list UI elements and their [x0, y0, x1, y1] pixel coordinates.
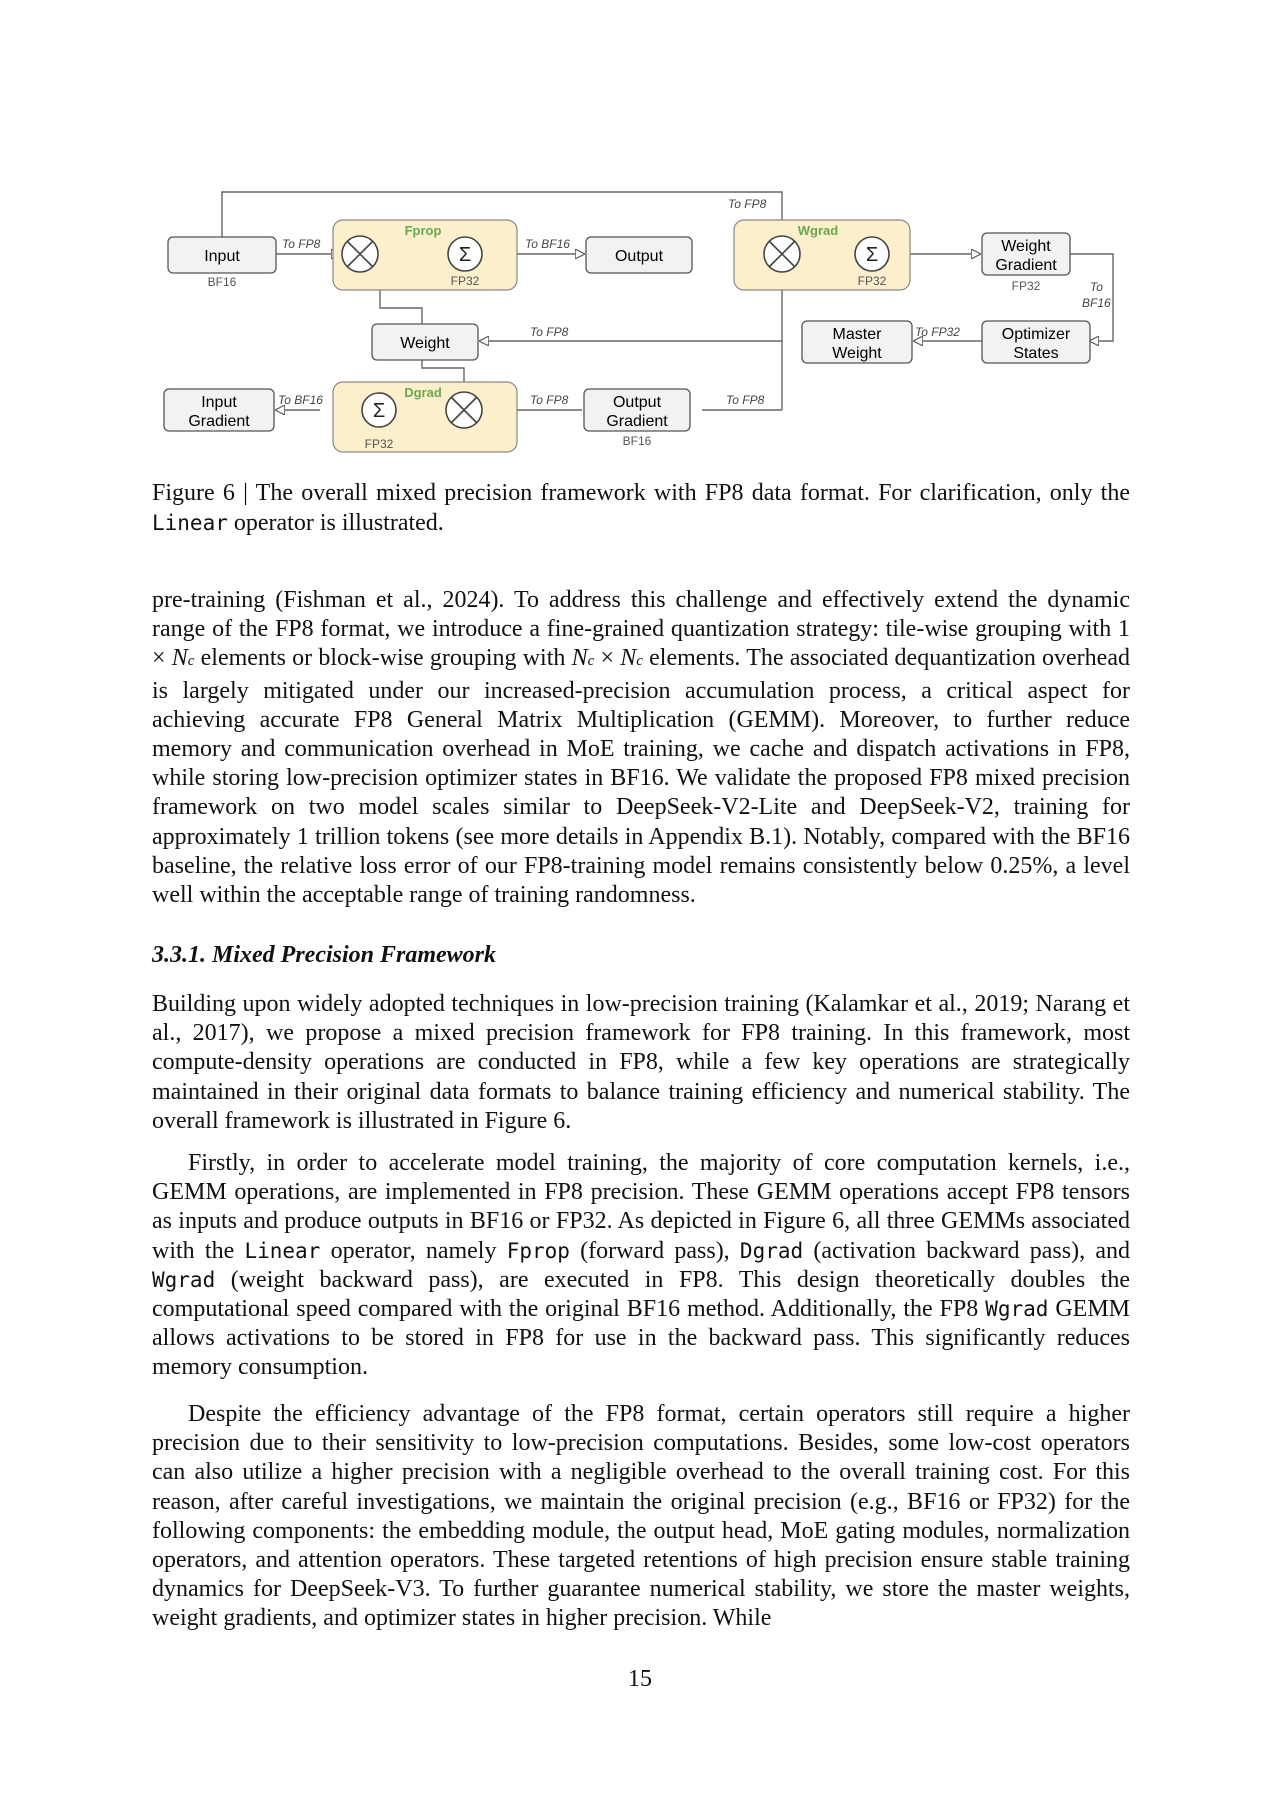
svg-text:Output: Output	[612, 394, 662, 411]
edge-label-optimizer-to-master: To FP32	[915, 325, 960, 339]
output-gradient-format: BF16	[622, 434, 652, 448]
dgrad-sum-icon	[362, 393, 396, 427]
edge-label-dgrad-to-input-gradient: To BF16	[278, 393, 323, 407]
svg-text:Σ: Σ	[865, 244, 879, 266]
fprop-label: Fprop	[404, 223, 442, 238]
edge-label-input-to-fprop: To FP8	[282, 237, 321, 251]
edge-label-master-to-weight: To FP8	[530, 325, 569, 339]
fprop-fp32: FP32	[450, 274, 480, 288]
dgrad-multiply-icon	[446, 392, 482, 428]
weight-node	[372, 324, 478, 360]
svg-text:States: States	[1013, 345, 1059, 362]
edge-label-output-gradient-to-wgrad: To FP8	[726, 393, 765, 407]
intro-paragraph: pre-training (Fishman et al., 2024). To address this challenge and effectively extend the dynamic range of the FP8 format, we introduce a fine-grained quantization strategy: tile-wise grouping with 1 × Nc elements or block-wise grouping with Nc × Nc elements. The associated dequantization overhead is largely mitigated under our increased-precision accumulation process, a critical aspect for achieving accurate FP8 General Matrix Multiplication (GEMM). Moreover, to further reduce memory and communication overhead in MoE training, we cache and dispatch activations in FP8, while storing low-precision optimizer states in BF16. We validate the proposed FP8 mixed precision framework on two model scales similar to DeepSeek-V2-Lite and DeepSeek-V2, training for approximately 1 trillion tokens (see more details in Appendix B.1). Notably, compared with the BF16 baseline, the relative loss error of our FP8-training model remains consistently below 0.25%, a level well within the acceptable range of training randomness.	[152, 587, 1130, 909]
svg-text:Gradient: Gradient	[995, 257, 1057, 274]
section-paragraph-1: Building upon widely adopted techniques in low-precision training (Kalamkar et al., 2019; Narang et al., 2017), we propose a mixed precision framework for FP8 training. In this framework, most compute-density operations are conducted in FP8, while a few key operations are strategically maintained in their original data formats to balance training efficiency and numerical stability. The overall framework is illustrated in Figure 6.	[152, 991, 1130, 1134]
svg-text:Weight: Weight	[400, 335, 450, 352]
weight-gradient-node	[982, 233, 1070, 275]
output-gradient-node	[584, 389, 690, 431]
wgrad-multiply-icon	[764, 236, 800, 272]
wgrad-sum-icon	[855, 237, 889, 271]
svg-text:Optimizer: Optimizer	[1001, 326, 1071, 343]
mixed-precision-diagram	[150, 186, 1130, 466]
section-paragraph-2: Firstly, in order to accelerate model training, the majority of core computation kernels, i.e., GEMM operations, are implemented in FP8 precision. These GEMM operations accept FP8 tensors as inputs and produce outputs in BF16 or FP32. As depicted in Figure 6, all three GEMMs associated with the Linear operator, namely Fprop (forward pass), Dgrad (activation backward pass), and Wgrad (weight backward pass), are executed in FP8. This design theoretically doubles the computational speed compared with the original BF16 method. Additionally, the FP8 Wgrad GEMM allows activations to be stored in FP8 for use in the backward pass. This significantly reduces memory consumption.	[152, 1150, 1131, 1381]
dgrad-label: Dgrad	[404, 385, 442, 400]
section-paragraph-3: Despite the efficiency advantage of the FP8 format, certain operators still require a higher precision due to their sensitivity to low-precision computations. Besides, some low-cost operators can also utilize a higher precision with a negligible overhead to the overall training cost. For this reason, after careful investigations, we maintain the original precision (e.g., BF16 or FP32) for the following components: the embedding module, the output head, MoE gating modules, normalization operators, and attention operators. These targeted retentions of high precision ensure stable training dynamics for DeepSeek-V3. To further guarantee numerical stability, we store the master weights, weight gradients, and optimizer states in higher precision. While	[152, 1401, 1130, 1632]
svg-text:Gradient: Gradient	[606, 413, 668, 430]
fprop-multiply-icon	[342, 236, 378, 272]
input-node	[168, 237, 276, 273]
section-heading: 3.3.1. Mixed Precision Framework	[152, 942, 497, 968]
fprop-sum-icon	[448, 237, 482, 271]
edge-label-wgrad-to-optimizer-2: BF16	[1082, 296, 1111, 310]
weight-gradient-format: FP32	[1011, 279, 1041, 293]
svg-text:Output: Output	[614, 248, 664, 265]
edge-label-output-gradient-to-dgrad: To FP8	[530, 393, 569, 407]
figure-caption: Figure 6 | The overall mixed precision framework with FP8 data format. For clarification, only the Linear operator is illustrated.	[152, 480, 1130, 536]
svg-text:Input: Input	[201, 394, 237, 411]
svg-text:Gradient: Gradient	[188, 413, 250, 430]
edge-label-fprop-to-output: To BF16	[525, 237, 570, 251]
input-format: BF16	[207, 275, 237, 289]
output-node	[586, 237, 692, 273]
svg-text:Weight: Weight	[832, 345, 882, 362]
optimizer-states-node	[982, 321, 1090, 363]
edge-label-wgrad-to-optimizer-1: To	[1090, 280, 1103, 294]
svg-text:Σ: Σ	[372, 400, 386, 422]
edge-label-top-loop: To FP8	[728, 197, 767, 211]
wgrad-label: Wgrad	[797, 223, 839, 238]
svg-text:Weight: Weight	[1001, 238, 1051, 255]
svg-text:Σ: Σ	[458, 244, 472, 266]
page-number: 15	[628, 1666, 652, 1692]
dgrad-fp32: FP32	[364, 437, 394, 451]
svg-text:Master: Master	[832, 326, 882, 343]
master-weight-node	[802, 321, 912, 363]
wgrad-fp32: FP32	[857, 274, 887, 288]
input-gradient-node	[164, 389, 274, 431]
svg-text:Input: Input	[204, 248, 240, 265]
